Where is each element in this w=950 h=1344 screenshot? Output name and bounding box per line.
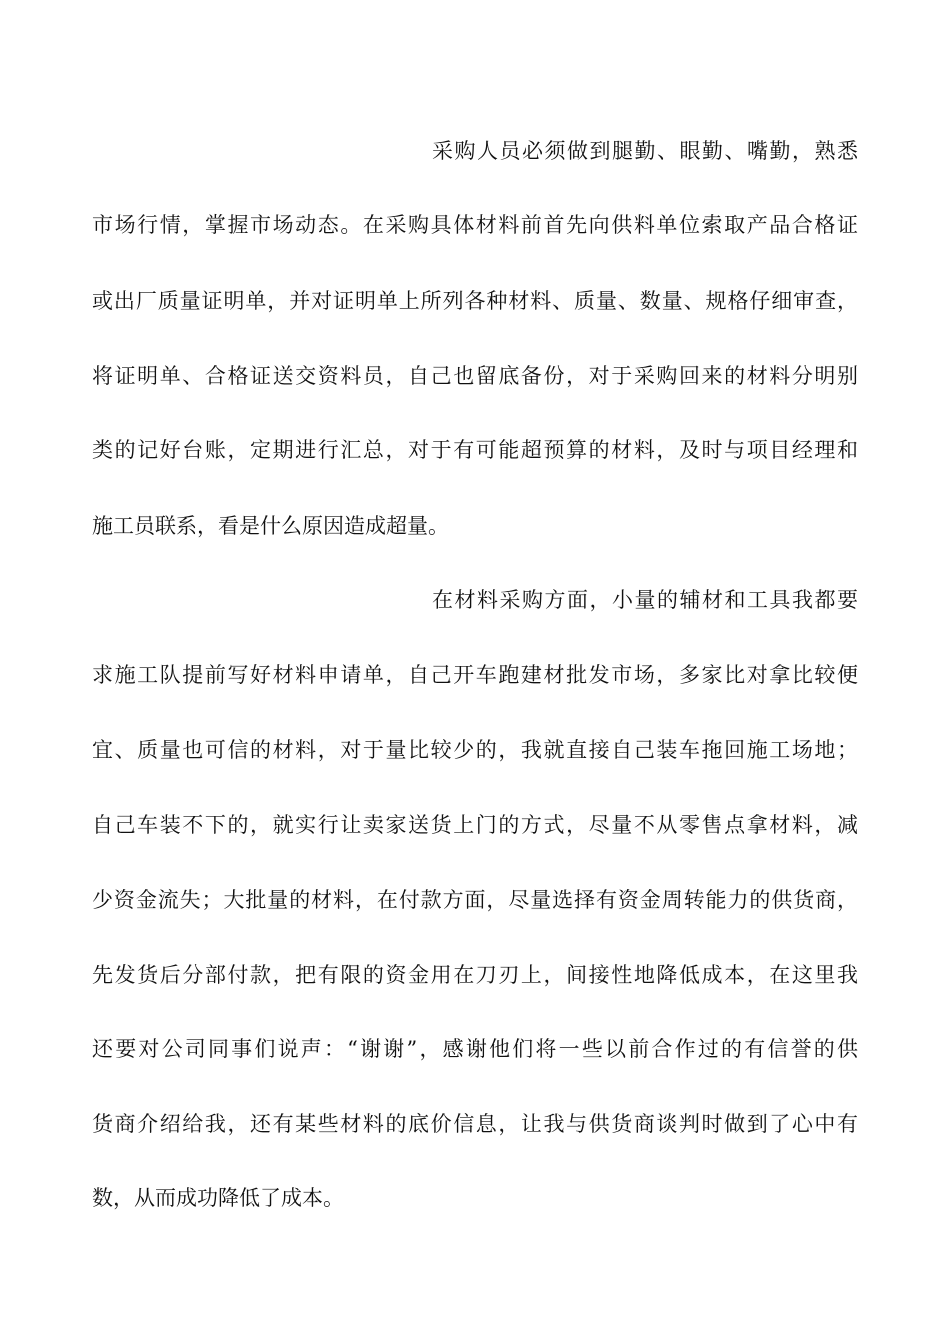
paragraph-line: 在材料采购方面，小量的辅材和工具我都要 [432,588,858,612]
paragraph-line: 宜、质量也可信的材料，对于量比较少的，我就直接自己装车拖回施工场地； [92,738,858,762]
paragraph-line: 先发货后分部付款，把有限的资金用在刀刃上，间接性地降低成本，在这里我 [92,963,858,987]
paragraph-line: 采购人员必须做到腿勤、眼勤、嘴勤，熟悉 [432,139,858,163]
paragraph-line: 少资金流失；大批量的材料，在付款方面，尽量选择有资金周转能力的供货商， [92,888,858,912]
paragraph-line: 市场行情，掌握市场动态。在采购具体材料前首先向供料单位索取产品合格证 [92,213,858,237]
paragraph-line: 数，从而成功降低了成本。 [92,1186,344,1210]
paragraph-line: 将证明单、合格证送交资料员，自己也留底备份，对于采购回来的材料分明别 [92,364,858,388]
paragraph-line: 施工员联系，看是什么原因造成超量。 [92,514,449,538]
paragraph-line: 或出厂质量证明单，并对证明单上所列各种材料、质量、数量、规格仔细审查， [92,289,858,313]
paragraph-line: 还要对公司同事们说声：“谢谢”，感谢他们将一些以前合作过的有信誉的供 [92,1037,858,1061]
paragraph-line: 类的记好台账，定期进行汇总，对于有可能超预算的材料，及时与项目经理和 [92,438,858,462]
paragraph-line: 货商介绍给我，还有某些材料的底价信息，让我与供货商谈判时做到了心中有 [92,1112,858,1136]
paragraph-line: 自己车装不下的，就实行让卖家送货上门的方式，尽量不从零售点拿材料，减 [92,813,858,837]
paragraph-line: 求施工队提前写好材料申请单，自己开车跑建材批发市场，多家比对拿比较便 [92,663,858,687]
